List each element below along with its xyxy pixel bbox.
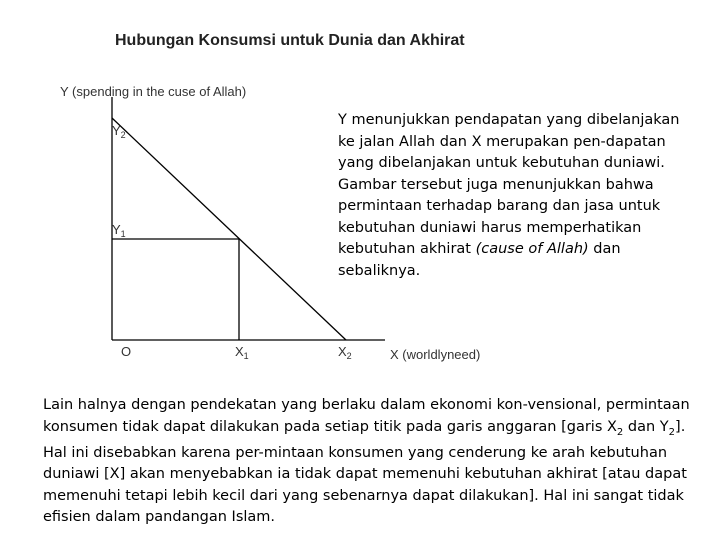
origin-label: O — [121, 344, 132, 359]
y1-label: $Y_1$ — [112, 222, 126, 239]
y-axis-label: Y (spending in the cuse of Allah) — [60, 84, 247, 99]
y2-label: $Y_2$ — [112, 123, 126, 140]
paragraph-sub-2: 2 — [668, 426, 676, 438]
paragraph-text-3: ]. Hal ini disebabkan karena per-mintaan konsumen yang cenderung ke arah kebutuhan duniawi [X] akan menyebabkan ia tidak dapat memenuhi kebutuhan akhirat [atau dapat memenuhi tetapi lebih kecil dari yang sebenarnya dapat dilakukan]. Hal ini sangat tidak efisien dalam pandangan Islam. — [43, 418, 687, 526]
explanation-text-end: dan sebaliknya. — [338, 241, 621, 279]
paragraph-sub-1: 2 — [616, 426, 624, 438]
budget-line — [112, 118, 346, 340]
page-title: Hubungan Konsumsi untuk Dunia dan Akhirat — [115, 32, 465, 49]
explanation-text: Y menunjukkan pendapatan yang dibelanjakan ke jalan Allah dan X merupakan pen-dapatan yang dibelanjakan untuk kebutuhan duniawi. Gambar tersebut juga menunjukkan bahwa permintaan terhadap barang dan jasa untuk kebutuhan duniawi harus memperhatikan kebutuhan akhirat — [338, 112, 680, 257]
x2-label: $X_2$ — [338, 344, 352, 361]
paragraph-text-1: Lain halnya dengan pendekatan yang berlaku dalam ekonomi kon-vensional, permintaan konsumen tidak dapat dilakukan pada setiap titik pada garis anggaran [garis X — [43, 397, 690, 435]
explanation-emphasis: (cause of Allah) — [475, 241, 589, 257]
diagram-explanation — [338, 110, 698, 282]
x-axis-label: X (worldlyneed) — [390, 347, 481, 362]
paragraph-text-2: dan Y — [623, 418, 669, 435]
x1-label: $X_1$ — [235, 344, 249, 361]
body-paragraph — [43, 395, 708, 529]
